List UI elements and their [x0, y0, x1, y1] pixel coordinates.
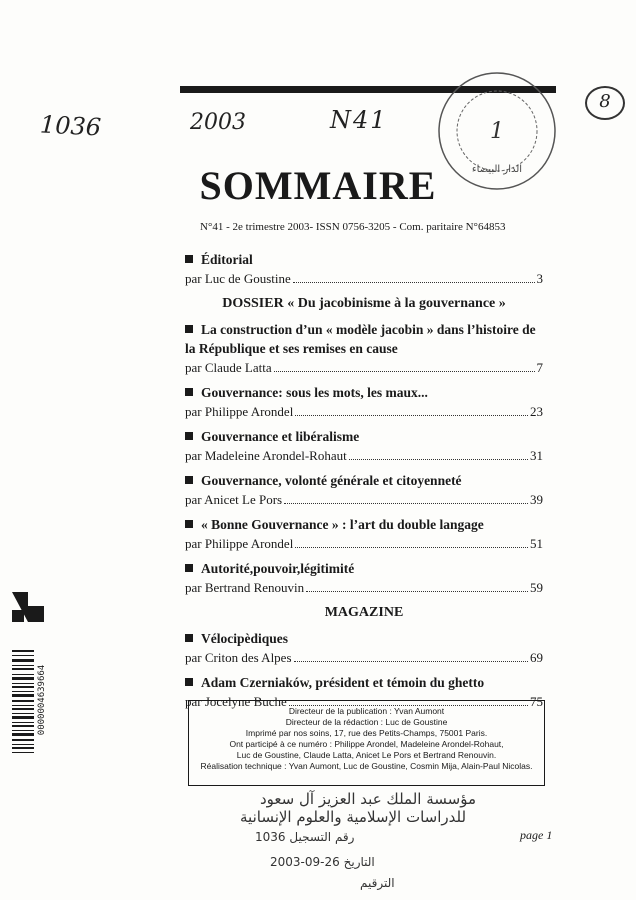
handwritten-issue-code: N41	[330, 106, 388, 134]
toc-entry-editorial	[185, 250, 543, 288]
square-bullet-icon	[185, 325, 193, 333]
square-bullet-icon	[185, 388, 193, 396]
entry-author: par Bertrand Renouvin	[185, 580, 305, 595]
entry-author: par Anicet Le Pors	[185, 492, 283, 507]
entry-title: Autorité,pouvoir,légitimité	[201, 561, 355, 576]
entry-author: par Jocelyne Buche	[185, 694, 287, 709]
credit-line: Imprimé par nos soins, 17, rue des Petits-Champs, 75001 Paris.	[245, 728, 488, 738]
square-bullet-icon	[185, 476, 193, 484]
entry-title: « Bonne Gouvernance » : l’art du double langage	[201, 517, 484, 532]
toc-entry	[185, 471, 543, 509]
barcode	[10, 580, 50, 820]
entry-page: 3	[536, 271, 543, 286]
table-of-contents	[185, 250, 543, 717]
entry-page: 23	[530, 404, 543, 419]
entry-page: 59	[530, 580, 543, 595]
credit-line: Directeur de la rédaction : Luc de Goustine	[285, 717, 448, 727]
arabic-institution-name: مؤسسة الملك عبد العزيز آل سعود	[260, 790, 476, 808]
entry-author: par Luc de Goustine	[185, 271, 291, 286]
barcode-number: 0000004639664	[37, 664, 47, 736]
stamp-inner-number: 1	[490, 119, 504, 144]
toc-entry	[185, 559, 543, 597]
entry-title: Adam Czerniaków, président et témoin du ghetto	[201, 675, 485, 690]
toc-entry	[185, 515, 543, 553]
page-title: SOMMAIRE	[199, 163, 437, 208]
arabic-date-line: التاريخ 26-09-2003	[270, 855, 375, 869]
entry-author: par Philippe Arondel	[185, 536, 294, 551]
toc-entry	[185, 629, 543, 667]
credit-line: Réalisation technique : Yvan Aumont, Luc de Goustine, Cosmin Mija, Alain-Paul Nicolas.	[200, 761, 533, 771]
square-bullet-icon	[185, 564, 193, 572]
entry-page: 75	[530, 694, 543, 709]
arabic-numbering-line: الترقيم	[360, 876, 395, 890]
square-bullet-icon	[185, 634, 193, 642]
dossier-heading: DOSSIER « Du jacobinisme à la gouvernance »	[222, 296, 506, 311]
square-bullet-icon	[185, 678, 193, 686]
magazine-heading: MAGAZINE	[324, 605, 404, 620]
toc-entry	[185, 320, 543, 377]
entry-page: 69	[530, 650, 543, 665]
entry-author: par Claude Latta	[185, 360, 272, 375]
entry-title: Gouvernance et libéralisme	[201, 429, 360, 444]
arabic-registration-line: رقم التسجيل 1036	[255, 830, 355, 844]
entry-title: La construction d’un « modèle jacobin » dans l’histoire de la République et ses remises en cause	[185, 322, 536, 356]
entry-page: 31	[530, 448, 543, 463]
entry-author: par Philippe Arondel	[185, 404, 294, 419]
credit-line: Ont participé à ce numéro : Philippe Arondel, Madeleine Arondel-Rohaut,	[229, 739, 504, 749]
entry-page: 39	[530, 492, 543, 507]
toc-entry	[185, 383, 543, 421]
stamp-text: الدار البيضاء	[471, 164, 523, 175]
handwritten-circled-number: 8	[585, 86, 625, 120]
entry-title: Gouvernance: sous les mots, les maux...	[201, 385, 428, 400]
credits-box	[188, 700, 545, 786]
issue-line: N°41 - 2e trimestre 2003- ISSN 0756-3205 - Com. paritaire N°64853	[200, 221, 506, 233]
entry-author: par Madeleine Arondel-Rohaut	[185, 448, 347, 463]
arabic-institution-subtitle: للدراسات الإسلامية والعلوم الإنسانية	[240, 808, 467, 826]
handwritten-year: 2003	[190, 110, 246, 135]
entry-title: Gouvernance, volonté générale et citoyenneté	[201, 473, 462, 488]
entry-author: par Criton des Alpes	[185, 650, 292, 665]
entry-title: Vélocipèdiques	[201, 631, 289, 646]
handwritten-registration-number: 1036	[39, 110, 102, 142]
credit-line: Directeur de la publication : Yvan Aumont	[288, 706, 445, 716]
entry-page: 51	[530, 536, 543, 551]
square-bullet-icon	[185, 432, 193, 440]
entry-page: 7	[536, 360, 543, 375]
page-number: page 1	[520, 828, 553, 842]
credit-line: Luc de Goustine, Claude Latta, Anicet Le Pors et Bertrand Renouvin.	[236, 750, 497, 760]
entry-title: Éditorial	[201, 252, 253, 267]
toc-entry	[185, 427, 543, 465]
square-bullet-icon	[185, 255, 193, 263]
square-bullet-icon	[185, 520, 193, 528]
